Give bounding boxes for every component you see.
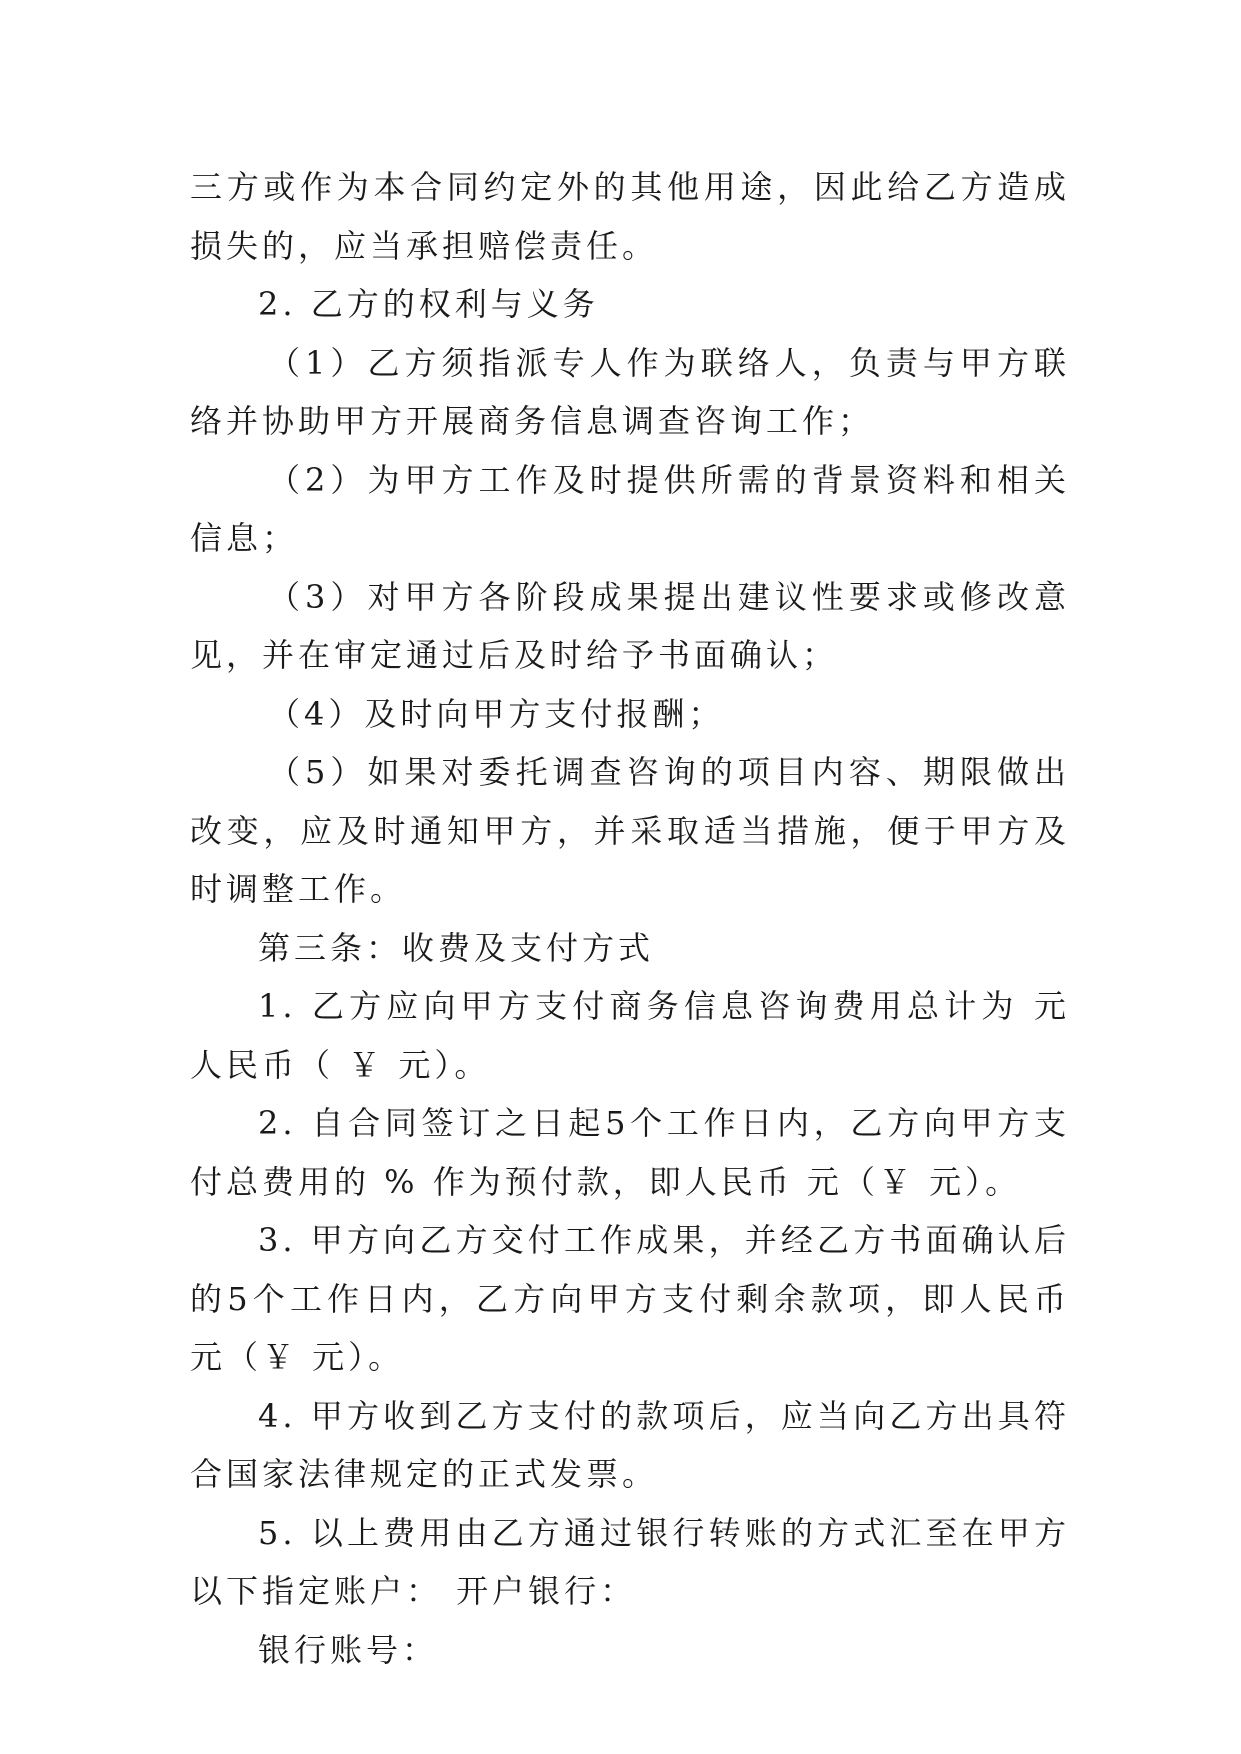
- paragraph-item-2: （2）为甲方工作及时提供所需的背景资料和相关信息；: [190, 460, 1070, 557]
- paragraph-bank-account: 银行账号：: [258, 1630, 439, 1669]
- article-three-heading: 第三条：收费及支付方式: [258, 928, 655, 967]
- paragraph-item-3: （3）对甲方各阶段成果提出建议性要求或修改意见，并在审定通过后及时给予书面确认；: [190, 577, 1070, 674]
- paragraph-prepayment: 2. 自合同签订之日起5个工作日内，乙方向甲方支付总费用的 % 作为预付款，即人民币 元（￥ 元）。: [190, 1104, 1070, 1201]
- paragraph-party-b-rights-heading: 2. 乙方的权利与义务: [258, 285, 599, 323]
- paragraph-item-4: （4）及时向甲方支付报酬；: [268, 694, 725, 733]
- paragraph-invoice: 4. 甲方收到乙方支付的款项后，应当向乙方出具符合国家法律规定的正式发票。: [190, 1396, 1070, 1493]
- paragraph-fee-total: 1. 乙方应向甲方支付商务信息咨询费用总计为 元人民币（ ￥ 元）。: [190, 987, 1070, 1084]
- document-page: [190, 158, 1070, 1679]
- paragraph-bank-transfer: 5. 以上费用由乙方通过银行转账的方式汇至在甲方以下指定账户： 开户银行：: [190, 1513, 1070, 1610]
- paragraph-remaining-payment: 3. 甲方向乙方交付工作成果，并经乙方书面确认后的5个工作日内，乙方向甲方支付剩余款项，即人民币 元（￥ 元）。: [190, 1221, 1070, 1376]
- paragraph-item-5: （5）如果对委托调查咨询的项目内容、期限做出改变，应及时通知甲方，并采取适当措施，便于甲方及时调整工作。: [190, 753, 1070, 908]
- paragraph-liability-continuation: 三方或作为本合同约定外的其他用途，因此给乙方造成损失的，应当承担赔偿责任。: [190, 168, 1070, 265]
- paragraph-item-1: （1）乙方须指派专人作为联络人，负责与甲方联络并协助甲方开展商务信息调查咨询工作；: [190, 343, 1070, 440]
